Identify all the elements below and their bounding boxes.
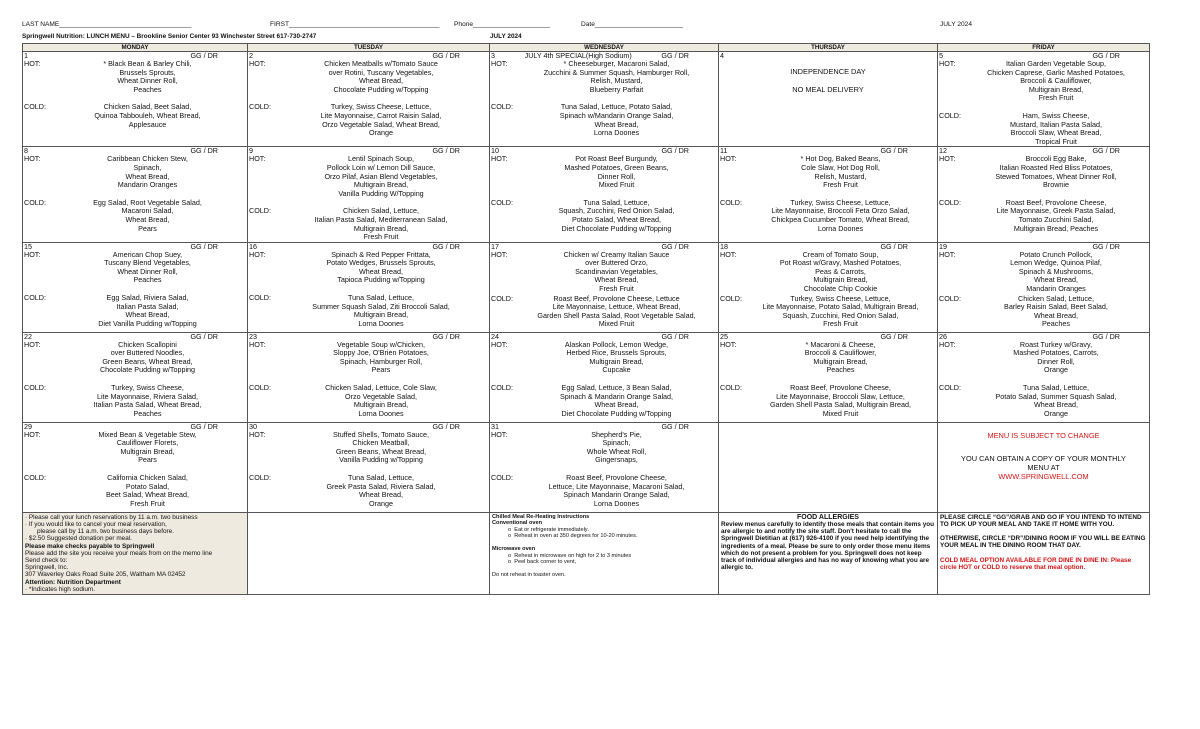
food-allergies: FOOD ALLERGIES Review menus carefully to identify those meals that contain items you are allergic to and notify the site staff. Don't hesitate to call the Springwell Dietitian at (617) 926-4100 if you need help identifying the ingredients of a meal. Please be sure to only order those menu items which do not present a problem for you. Springwell does not keep track of individual allergies and has no way of knowing what you are allergic to.	[719, 512, 938, 594]
cold-label: COLD:	[491, 293, 513, 303]
cold-meal-items: Tuna Salad, Lettuce, Summer Squash Salad, Ziti Broccoli Salad, Multigrain Bread, Lorna Doones	[312, 293, 450, 328]
gg-dr-choice[interactable]: GG / DR	[190, 331, 218, 341]
cold-meal	[490, 103, 718, 137]
name-line	[22, 18, 1149, 32]
day-number: 25	[720, 331, 728, 341]
hot-meal	[23, 155, 247, 189]
day-cell	[490, 332, 719, 422]
week-row	[23, 147, 1150, 242]
cold-label: COLD:	[249, 473, 271, 483]
hot-meal	[248, 251, 489, 285]
cold-label: COLD:	[720, 293, 742, 303]
hot-label: HOT:	[720, 249, 737, 259]
cold-meal-items: Egg Salad, Riviera Salad, Italian Pasta Salad, Wheat Bread, Diet Vanilla Pudding w/Topping	[98, 293, 197, 328]
hot-meal-items: * Cheeseburger, Macaroni Salad, Zucchini & Summer Squash, Hamburger Roll, Relish, Mustard, Blueberry Parfait	[543, 59, 690, 94]
day-number: 10	[491, 146, 499, 156]
day-number: 22	[24, 331, 32, 341]
cold-meal-items: Tuna Salad, Lettuce, Squash, Zucchini, Red Onion Salad, Potato Salad, Wheat Bread, Diet Chocolate Pudding w/Topping	[558, 197, 675, 233]
hot-meal	[248, 341, 489, 375]
hot-label: HOT:	[249, 249, 266, 259]
day-number: 12	[939, 146, 947, 156]
cold-meal	[938, 384, 1149, 418]
hot-meal	[248, 431, 489, 465]
gg-dr-choice[interactable]: GG / DR	[661, 241, 689, 251]
hot-meal	[938, 251, 1149, 294]
day-header: WEDNESDAY	[490, 44, 719, 52]
day-cell	[248, 147, 490, 242]
cold-meal	[938, 112, 1149, 146]
cold-meal-items: Chicken Salad, Beet Salad, Quinoa Tabbouleh, Wheat Bread, Applesauce	[94, 102, 201, 129]
holiday-notice: INDEPENDENCE DAY NO MEAL DELIVERY	[790, 67, 866, 94]
day-number: 26	[939, 331, 947, 341]
week-row	[23, 422, 1150, 512]
hot-meal-items: Spinach & Red Pepper Frittata, Potato Wedges, Brussels Sprouts, Wheat Bread, Tapioca Pudding w/Topping	[326, 249, 436, 285]
day-cell	[23, 422, 248, 512]
hot-meal-items: Stuffed Shells, Tomato Sauce, Chicken Meatball, Green Beans, Wheat Bread, Vanilla Pudding w/Topping	[332, 429, 430, 465]
day-cell	[938, 332, 1150, 422]
hot-meal	[490, 60, 718, 94]
hot-meal	[938, 341, 1149, 375]
hot-meal	[23, 341, 247, 375]
day-number: 3	[491, 51, 495, 60]
cold-label: COLD:	[939, 197, 961, 207]
hot-label: HOT:	[939, 154, 956, 164]
gg-dr-choice[interactable]: GG / DR	[190, 146, 218, 156]
cold-meal	[23, 384, 247, 418]
hot-label: HOT:	[249, 339, 266, 349]
hot-meal	[938, 155, 1149, 189]
gg-dr-choice[interactable]: GG / DR	[432, 241, 460, 251]
cold-meal-items: Tuna Salad, Lettuce, Potato Salad, Spinach w/Mandarin Orange Salad, Wheat Bread, Lorna Doones	[559, 102, 674, 138]
menu-change-notice: MENU IS SUBJECT TO CHANGE	[987, 430, 1100, 440]
cold-label: COLD:	[939, 110, 961, 120]
day-cell	[938, 147, 1150, 242]
day-cell	[248, 52, 490, 147]
hot-label: HOT:	[24, 59, 41, 68]
org-title: Springwell Nutrition: LUNCH MENU – Brookline Senior Center 93 Winchester Street 617-730-2747	[22, 33, 317, 40]
cold-meal	[490, 199, 718, 233]
cold-meal	[248, 294, 489, 328]
day-cell	[938, 52, 1150, 147]
cold-meal-items: Roast Beef, Provolone Cheese, Lite Mayonnaise, Broccoli Slaw, Lettuce, Garden Shell Pasta Salad, Multigrain Bread, Mixed Fruit	[769, 383, 912, 418]
hot-label: HOT:	[24, 429, 41, 439]
menu-calendar	[22, 43, 1150, 595]
hot-label: HOT:	[491, 429, 508, 439]
cold-label: COLD:	[249, 206, 271, 216]
hot-label: HOT:	[939, 59, 956, 68]
hot-label: HOT:	[491, 339, 508, 349]
cold-meal-items: Turkey, Swiss Cheese, Lite Mayonnaise, Riviera Salad, Italian Pasta Salad, Wheat Bread, Peaches	[93, 383, 202, 418]
day-header: THURSDAY	[719, 44, 938, 52]
cold-label: COLD:	[939, 293, 961, 303]
day-cell	[248, 242, 490, 332]
cold-meal	[490, 295, 718, 329]
hot-meal-items: Alaskan Pollock, Lemon Wedge, Herbed Rice, Brussels Sprouts, Multigrain Bread, Cupcake	[564, 339, 669, 375]
cold-meal	[23, 103, 247, 129]
day-header: FRIDAY	[938, 44, 1150, 52]
day-cell	[938, 242, 1150, 332]
last-name-field[interactable]: LAST NAME____________________________________	[22, 21, 192, 28]
cold-label: COLD:	[249, 293, 271, 303]
day-cell	[248, 422, 490, 512]
day-number: 30	[249, 421, 257, 431]
cold-label: COLD:	[249, 383, 271, 393]
hot-meal	[490, 341, 718, 375]
gg-dr-choice[interactable]: GG / DR	[880, 146, 908, 156]
footer-row	[23, 512, 1150, 594]
menu-notice	[938, 431, 1149, 481]
cold-meal	[248, 103, 489, 137]
cold-meal	[248, 207, 489, 241]
cold-meal	[248, 384, 489, 418]
gg-dr-choice[interactable]: GG / DR	[661, 421, 689, 431]
cold-meal	[719, 199, 937, 233]
gg-dr-choice[interactable]: GG / DR	[432, 331, 460, 341]
gg-dr-instructions: PLEASE CIRCLE “GG”/GRAB AND GO IF YOU INTEND TO INTEND TO PICK UP YOUR MEAL AND TAKE IT HOME WITH YOU. OTHERWISE, CIRCLE “DR”/DINING ROOM IF YOU WILL BE EATING YOUR MEAL IN THE DINING ROOM THAT DAY. COLD MEAL OPTION AVAILABLE FOR DINE IN DINE IN: Please circle HOT or COLD to reserve that meal option.	[938, 512, 1150, 594]
cold-label: COLD:	[491, 473, 513, 483]
cold-meal	[719, 384, 937, 418]
org-line	[22, 32, 1149, 43]
cold-meal-items: Egg Salad, Root Vegetable Salad, Macaroni Salad, Wheat Bread, Pears	[93, 197, 202, 233]
phone-field[interactable]: Phone_____________________	[454, 21, 551, 28]
cold-label: COLD:	[939, 383, 961, 393]
day-number: 31	[491, 421, 499, 431]
menu-copy-notice: YOU CAN OBTAIN A COPY OF YOUR MONTHLY MENU AT	[961, 453, 1126, 472]
day-number: 4	[720, 51, 724, 60]
day-number: 5	[939, 51, 943, 60]
day-number: 1	[24, 51, 28, 60]
cold-meal	[23, 199, 247, 233]
hot-meal	[490, 251, 718, 294]
cold-meal	[248, 474, 489, 508]
hot-meal-items: Shepherd's Pie, Spinach, Whole Wheat Roll, Gingersnaps,	[586, 429, 647, 465]
cold-label: COLD:	[491, 197, 513, 207]
cold-meal	[938, 295, 1149, 329]
gg-dr-choice[interactable]: GG / DR	[432, 146, 460, 156]
day-cell	[23, 242, 248, 332]
hot-meal-items: Mixed Bean & Vegetable Stew, Cauliflower Florets, Multigrain Bread, Pears	[98, 429, 197, 465]
hot-meal-items: Caribbean Chicken Stew, Spinach, Wheat Bread, Mandarin Oranges	[107, 154, 188, 190]
week-row	[23, 242, 1150, 332]
hot-label: HOT:	[939, 249, 956, 259]
gg-dr-choice[interactable]: GG / DR	[661, 51, 689, 60]
gg-dr-choice[interactable]: GG / DR	[1092, 51, 1120, 60]
gg-dr-choice[interactable]: GG / DR	[190, 241, 218, 251]
cold-meal-items: Chicken Salad, Lettuce, Italian Pasta Salad, Mediterranean Salad, Multigrain Bread, Fresh Fruit	[314, 206, 448, 242]
week-row	[23, 52, 1150, 147]
hot-meal	[248, 60, 489, 94]
day-cell	[719, 52, 938, 147]
day-cell	[490, 52, 719, 147]
springwell-link[interactable]: WWW.SPRINGWELL.COM	[998, 471, 1089, 481]
hot-meal	[719, 251, 937, 294]
cold-label: COLD:	[491, 102, 513, 112]
day-cell	[719, 147, 938, 242]
day-number: 9	[249, 146, 253, 156]
cold-meal-items: Tuna Salad, Lettuce, Greek Pasta Salad, Riviera Salad, Wheat Bread, Orange	[326, 473, 436, 508]
cold-label: COLD:	[24, 197, 46, 207]
hot-meal-items: Cream of Tomato Soup, Pot Roast w/Gravy, Mashed Potatoes, Peas & Carrots, Multigrain Bread, Chocolate Chip Cookie	[779, 249, 902, 294]
gg-dr-choice[interactable]: GG / DR	[190, 51, 218, 60]
day-number: 17	[491, 241, 499, 251]
cold-meal-items: Tuna Salad, Lettuce, Potato Salad, Summer Squash Salad, Wheat Bread, Orange	[995, 383, 1117, 418]
day-number: 11	[720, 146, 728, 156]
day-header-line	[719, 52, 937, 60]
hot-meal-items: Roast Turkey w/Gravy, Mashed Potatoes, Carrots, Dinner Roll, Orange	[1013, 339, 1099, 375]
cold-label: COLD:	[24, 293, 46, 303]
hot-label: HOT:	[491, 249, 508, 259]
special-title: JULY 4th SPECIAL(High Sodium)	[524, 51, 632, 60]
hot-label: HOT:	[720, 154, 737, 164]
hot-label: HOT:	[24, 154, 41, 164]
cold-meal-items: Ham, Swiss Cheese, Mustard, Italian Pasta Salad, Broccoli Slaw, Wheat Bread, Tropical Fruit	[1010, 110, 1102, 146]
hot-meal-items: Lentil Spinach Soup, Pollock Loin w/ Lemon Dill Sauce, Orzo Pilaf, Asian Blend Vegetables, Multigrain Bread, Vanilla Pudding W/Topping	[324, 154, 438, 198]
first-name-field[interactable]: FIRST_________________________________________	[270, 21, 440, 28]
cold-meal-items: Roast Beef, Provolone Cheese, Lite Mayonnaise, Greek Pasta Salad, Tomato Zucchini Salad, Multigrain Bread, Peaches	[996, 197, 1116, 233]
cold-label: COLD:	[24, 383, 46, 393]
day-cell	[719, 242, 938, 332]
date-field[interactable]: Date________________________	[581, 21, 683, 28]
hot-meal-items: Chicken Scallopini over Buttered Noodles, Green Beans, Wheat Bread, Chocolate Pudding w/Topping	[99, 339, 196, 375]
hot-meal	[719, 341, 937, 375]
day-number: 8	[24, 146, 28, 156]
cold-meal	[719, 295, 937, 329]
hot-meal	[23, 431, 247, 465]
hot-label: HOT:	[939, 339, 956, 349]
menu-page	[22, 18, 1149, 595]
gg-dr-choice[interactable]: GG / DR	[1092, 241, 1120, 251]
hot-meal	[23, 251, 247, 285]
hot-label: HOT:	[720, 339, 737, 349]
reheating-instructions: Chilled Meal Re-Heating Instructions Conventional oven o Eat or refrigerate immediately. o Reheat in oven at 350 degrees for 10-20 minutes. Microwave oven o Reheat in microwave on high for 2 to 3 minutes o Peel back corner to vent, Do not reheat in toaster oven.	[490, 512, 719, 594]
day-cell	[490, 422, 719, 512]
hot-meal-items: * Black Bean & Barley Chili, Brussels Sprouts, Wheat Dinner Roll, Peaches	[103, 59, 192, 94]
hot-label: HOT:	[491, 154, 508, 164]
gg-dr-choice[interactable]: GG / DR	[661, 146, 689, 156]
day-cell	[938, 422, 1150, 512]
hot-meal-items: * Macaroni & Cheese, Broccoli & Cauliflower, Multigrain Bread, Peaches	[804, 339, 877, 375]
cold-label: COLD:	[249, 102, 271, 112]
month-label: JULY 2024	[940, 21, 973, 28]
day-header: MONDAY	[23, 44, 248, 52]
cold-meal	[23, 294, 247, 328]
hot-meal-items: Pot Roast Beef Burgundy, Mashed Potatoes, Green Beans, Dinner Roll, Mixed Fruit	[564, 154, 669, 190]
day-number: 19	[939, 241, 947, 251]
gg-dr-choice[interactable]: GG / DR	[1092, 331, 1120, 341]
cold-meal	[490, 474, 718, 508]
cold-meal-items: Turkey, Swiss Cheese, Lettuce, Lite Mayonnaise, Carrot Raisin Salad, Orzo Vegetable Salad, Wheat Bread, Orange	[320, 102, 442, 138]
day-cell	[490, 147, 719, 242]
cold-meal-items: Roast Beef, Provolone Cheese, Lettuce, Lite Mayonnaise, Macaroni Salad, Spinach Mandarin Orange Salad, Lorna Doones	[548, 473, 685, 508]
hot-meal	[23, 60, 247, 94]
hot-meal	[490, 431, 718, 465]
footer-blank	[248, 512, 490, 594]
hot-meal	[248, 155, 489, 198]
cold-meal-items: Roast Beef, Provolone Cheese, Lettuce Lite Mayonnaise, Lettuce, Wheat Bread, Garden Shell Pasta Salad, Root Vegetable Salad, Mixed Fruit	[537, 293, 696, 329]
cold-label: COLD:	[24, 473, 46, 483]
hot-label: HOT:	[24, 249, 41, 259]
day-cell	[719, 332, 938, 422]
hot-meal	[719, 155, 937, 189]
hot-meal	[490, 155, 718, 189]
day-cell	[23, 52, 248, 147]
day-number: 2	[249, 51, 253, 60]
hot-meal-items: Chicken Meatballs w/Tomato Sauce over Rotini, Tuscany Vegetables, Wheat Bread, Chocolate Pudding w/Topping	[324, 59, 438, 94]
day-number: 24	[491, 331, 499, 341]
hot-meal-items: Vegetable Soup w/Chicken, Sloppy Joe, O'Brien Potatoes, Spinach, Hamburger Roll, Pears	[333, 339, 429, 375]
gg-dr-choice[interactable]: GG / DR	[880, 331, 908, 341]
hot-label: HOT:	[24, 339, 41, 349]
hot-meal	[938, 60, 1149, 103]
day-cell	[719, 422, 938, 512]
day-number: 23	[249, 331, 257, 341]
day-cell	[490, 242, 719, 332]
cold-meal	[490, 384, 718, 418]
gg-dr-choice[interactable]: GG / DR	[1092, 146, 1120, 156]
cold-meal	[23, 474, 247, 508]
gg-dr-choice[interactable]: GG / DR	[661, 331, 689, 341]
hot-label: HOT:	[491, 59, 508, 68]
hot-meal-items: Chicken w/ Creamy Italian Sauce over Buttered Orzo, Scandinavian Vegetables, Wheat Bread, Fresh Fruit	[563, 249, 670, 294]
cold-label: COLD:	[720, 383, 742, 393]
week-row	[23, 332, 1150, 422]
cold-label: COLD:	[491, 383, 513, 393]
hot-meal-items: Italian Garden Vegetable Soup, Chicken Caprese, Garlic Mashed Potatoes, Broccoli & Cauliflower, Multigrain Bread, Fresh Fruit	[987, 59, 1125, 103]
hot-label: HOT:	[249, 59, 266, 68]
cold-label: COLD:	[24, 102, 46, 112]
cold-meal-items: Turkey, Swiss Cheese, Lettuce, Lite Mayonnaise, Potato Salad, Multigrain Bread, Squash, Zucchini, Red Onion Salad, Fresh Fruit	[762, 293, 919, 329]
hot-meal-items: Broccoli Egg Bake, Italian Roasted Red Bliss Potatoes, Stewed Tomatoes, Wheat Dinner Roll, Brownie	[995, 154, 1117, 190]
gg-dr-choice[interactable]: GG / DR	[432, 421, 460, 431]
cold-meal-items: Egg Salad, Lettuce, 3 Bean Salad, Spinach & Mandarin Orange Salad, Wheat Bread, Diet Chocolate Pudding w/Topping	[559, 383, 674, 418]
hot-meal-items: * Hot Dog, Baked Beans, Cole Slaw, Hot Dog Roll, Relish, Mustard, Fresh Fruit	[800, 154, 881, 190]
gg-dr-choice[interactable]: GG / DR	[432, 51, 460, 60]
day-cell	[23, 332, 248, 422]
gg-dr-choice[interactable]: GG / DR	[880, 241, 908, 251]
day-number: 15	[24, 241, 32, 251]
cold-meal-items: California Chicken Salad, Potato Salad, Beet Salad, Wheat Bread, Fresh Fruit	[105, 473, 190, 508]
cold-meal	[938, 199, 1149, 233]
day-cell	[248, 332, 490, 422]
cold-meal-items: Chicken Salad, Lettuce, Barley Raisin Salad, Beet Salad, Wheat Bread, Peaches	[1004, 293, 1108, 329]
hot-meal-items: American Chop Suey, Tuscany Blend Vegetables, Wheat Dinner Roll, Peaches	[104, 249, 191, 285]
day-number: 16	[249, 241, 257, 251]
reservation-info: · Please call your lunch reservations by 11 a.m. two business · If you would like to cancel your meal reservation, please call by 11 a.m. two business days before. · $2.50 Suggested donation per meal. Please make checks payable to Springwell Please add the site you receive your meals from on the memo line Send check to: Springwell, Inc. 307 Waverley Oaks Road Suite 205, Waltham MA 02452 Attention: Nutrition Department · *Indicates high sodium.	[23, 512, 248, 594]
day-cell	[23, 147, 248, 242]
cold-label: COLD:	[720, 197, 742, 207]
day-header: TUESDAY	[248, 44, 490, 52]
day-number: 29	[24, 421, 32, 431]
cold-meal-items: Chicken Salad, Lettuce, Cole Slaw, Orzo Vegetable Salad, Multigrain Bread, Lorna Doones	[325, 383, 437, 418]
cold-meal-items: Turkey, Swiss Cheese, Lettuce, Lite Mayonnaise, Broccoli Feta Orzo Salad, Chickpea Cucumber Tomato, Wheat Bread, Lorna Doones	[771, 197, 910, 233]
hot-meal-items: Potato Crunch Pollock, Lemon Wedge, Quinoa Pilaf, Spinach & Mushrooms, Wheat Bread, Mandarin Oranges	[1010, 249, 1102, 294]
month-label-2: JULY 2024	[490, 33, 522, 40]
hot-label: HOT:	[249, 154, 266, 164]
hot-label: HOT:	[249, 429, 266, 439]
day-number: 18	[720, 241, 728, 251]
gg-dr-choice[interactable]: GG / DR	[190, 421, 218, 431]
